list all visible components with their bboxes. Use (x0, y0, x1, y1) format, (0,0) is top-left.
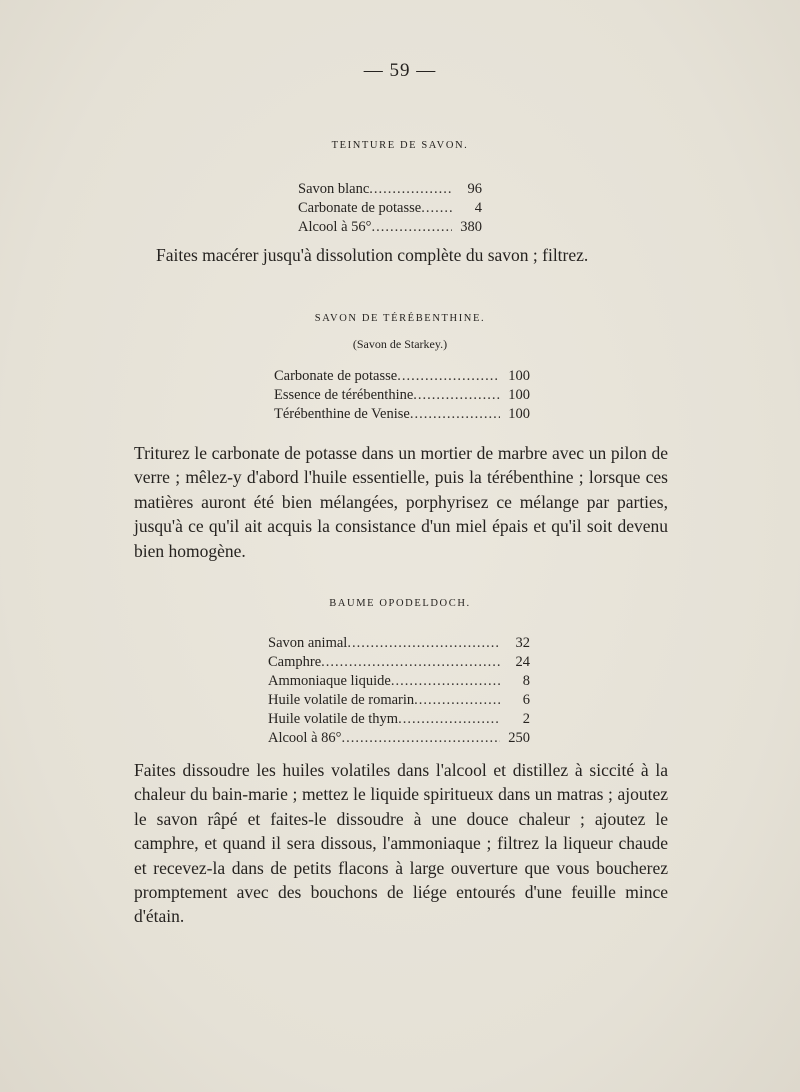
ingredient-quantity: 4 (474, 200, 482, 216)
leader-dots (414, 691, 500, 710)
recipe-teinture (298, 180, 482, 237)
leader-dots (321, 653, 500, 672)
ingredient-name: Alcool à 86° (268, 730, 342, 746)
leader-dots (410, 405, 500, 424)
section-subheading-starkey: (Savon de Starkey.) (352, 337, 448, 351)
ingredient-name: Huile volatile de thym (268, 711, 399, 727)
leader-dots (347, 634, 500, 653)
ingredient-row (268, 710, 530, 729)
ingredient-quantity: 24 (515, 654, 530, 670)
ingredient-name: Alcool à 56° (298, 219, 372, 235)
section-heading-teinture: TEINTURE DE SAVON. (331, 140, 469, 151)
ingredient-quantity: 8 (522, 673, 530, 689)
ingredient-row (274, 386, 530, 405)
ingredient-quantity: 2 (522, 711, 530, 727)
ingredient-name: Ammoniaque liquide (268, 673, 391, 689)
leader-dots (341, 729, 500, 748)
instruction-paragraph-opodeldoch: Faites dissoudre les huiles volatiles dans l'alcool et distillez à siccité à la chaleur du bain-marie ; mettez le liquide spiritueux dans un matras ; ajoutez le savon râpé et faites-le dissoudre à une douce chaleur ; ajoutez le camphre, et quand il sera dissous, l'ammoniaque ; filtrez la liqueur chaude et recevez-la dans de petits flacons à large ouverture que vous boucherez promptement avec des bouchons de liége entourés d'une feuille mince d'étain. (134, 760, 668, 927)
ingredient-quantity: 6 (522, 692, 530, 708)
ingredient-quantity: 100 (508, 368, 530, 384)
instruction-paragraph-terebenthine: Triturez le carbonate de potasse dans un mortier de marbre avec un pilon de verre ; mêlez-y d'abord l'huile essentielle, puis la térébenthine ; lorsque ces matières auront été bien mélangées, porphyrisez ce mélange par parties, jusqu'à ce qu'il ait acquis la consistance d'un miel épais et qu'il soit devenu bien homogène. (134, 443, 668, 561)
leader-dots (421, 199, 452, 218)
ingredient-name: Carbonate de potasse (274, 368, 398, 384)
section-heading-terebenthine: SAVON DE TÉRÉBENTHINE. (314, 313, 486, 324)
ingredient-name: Térébenthine de Venise (274, 406, 410, 422)
ingredient-row (274, 367, 530, 386)
instruction-paragraph-teinture: Faites macérer jusqu'à dissolution complète du savon ; filtrez. (156, 245, 589, 265)
ingredient-quantity: 380 (460, 219, 482, 235)
section-heading-opodeldoch: BAUME OPODELDOCH. (329, 598, 471, 609)
ingredient-quantity: 100 (508, 406, 530, 422)
ingredient-row (268, 691, 530, 710)
ingredient-row (268, 653, 530, 672)
ingredient-row (268, 634, 530, 653)
ingredient-name: Huile volatile de romarin (268, 692, 415, 708)
leader-dots (371, 218, 452, 237)
ingredient-name: Essence de térébenthine (274, 387, 414, 403)
ingredient-row (268, 729, 530, 748)
leader-dots (369, 180, 452, 199)
leader-dots (398, 710, 500, 729)
ingredient-row (268, 672, 530, 691)
ingredient-name: Carbonate de potasse (298, 200, 422, 216)
leader-dots (413, 386, 500, 405)
ingredient-name: Savon animal (268, 635, 348, 651)
ingredient-quantity: 32 (515, 635, 530, 651)
ingredient-row (298, 218, 482, 237)
page-number: — 59 — (363, 60, 437, 81)
ingredient-name: Savon blanc (298, 181, 370, 197)
recipe-opodeldoch (268, 634, 530, 748)
ingredient-row (274, 405, 530, 424)
ingredient-quantity: 96 (467, 181, 482, 197)
ingredient-name: Camphre (268, 654, 322, 670)
ingredient-row (298, 180, 482, 199)
ingredient-row (298, 199, 482, 218)
ingredient-quantity: 100 (508, 387, 530, 403)
recipe-terebenthine (274, 367, 530, 424)
leader-dots (391, 672, 500, 691)
leader-dots (397, 367, 500, 386)
ingredient-quantity: 250 (508, 730, 530, 746)
